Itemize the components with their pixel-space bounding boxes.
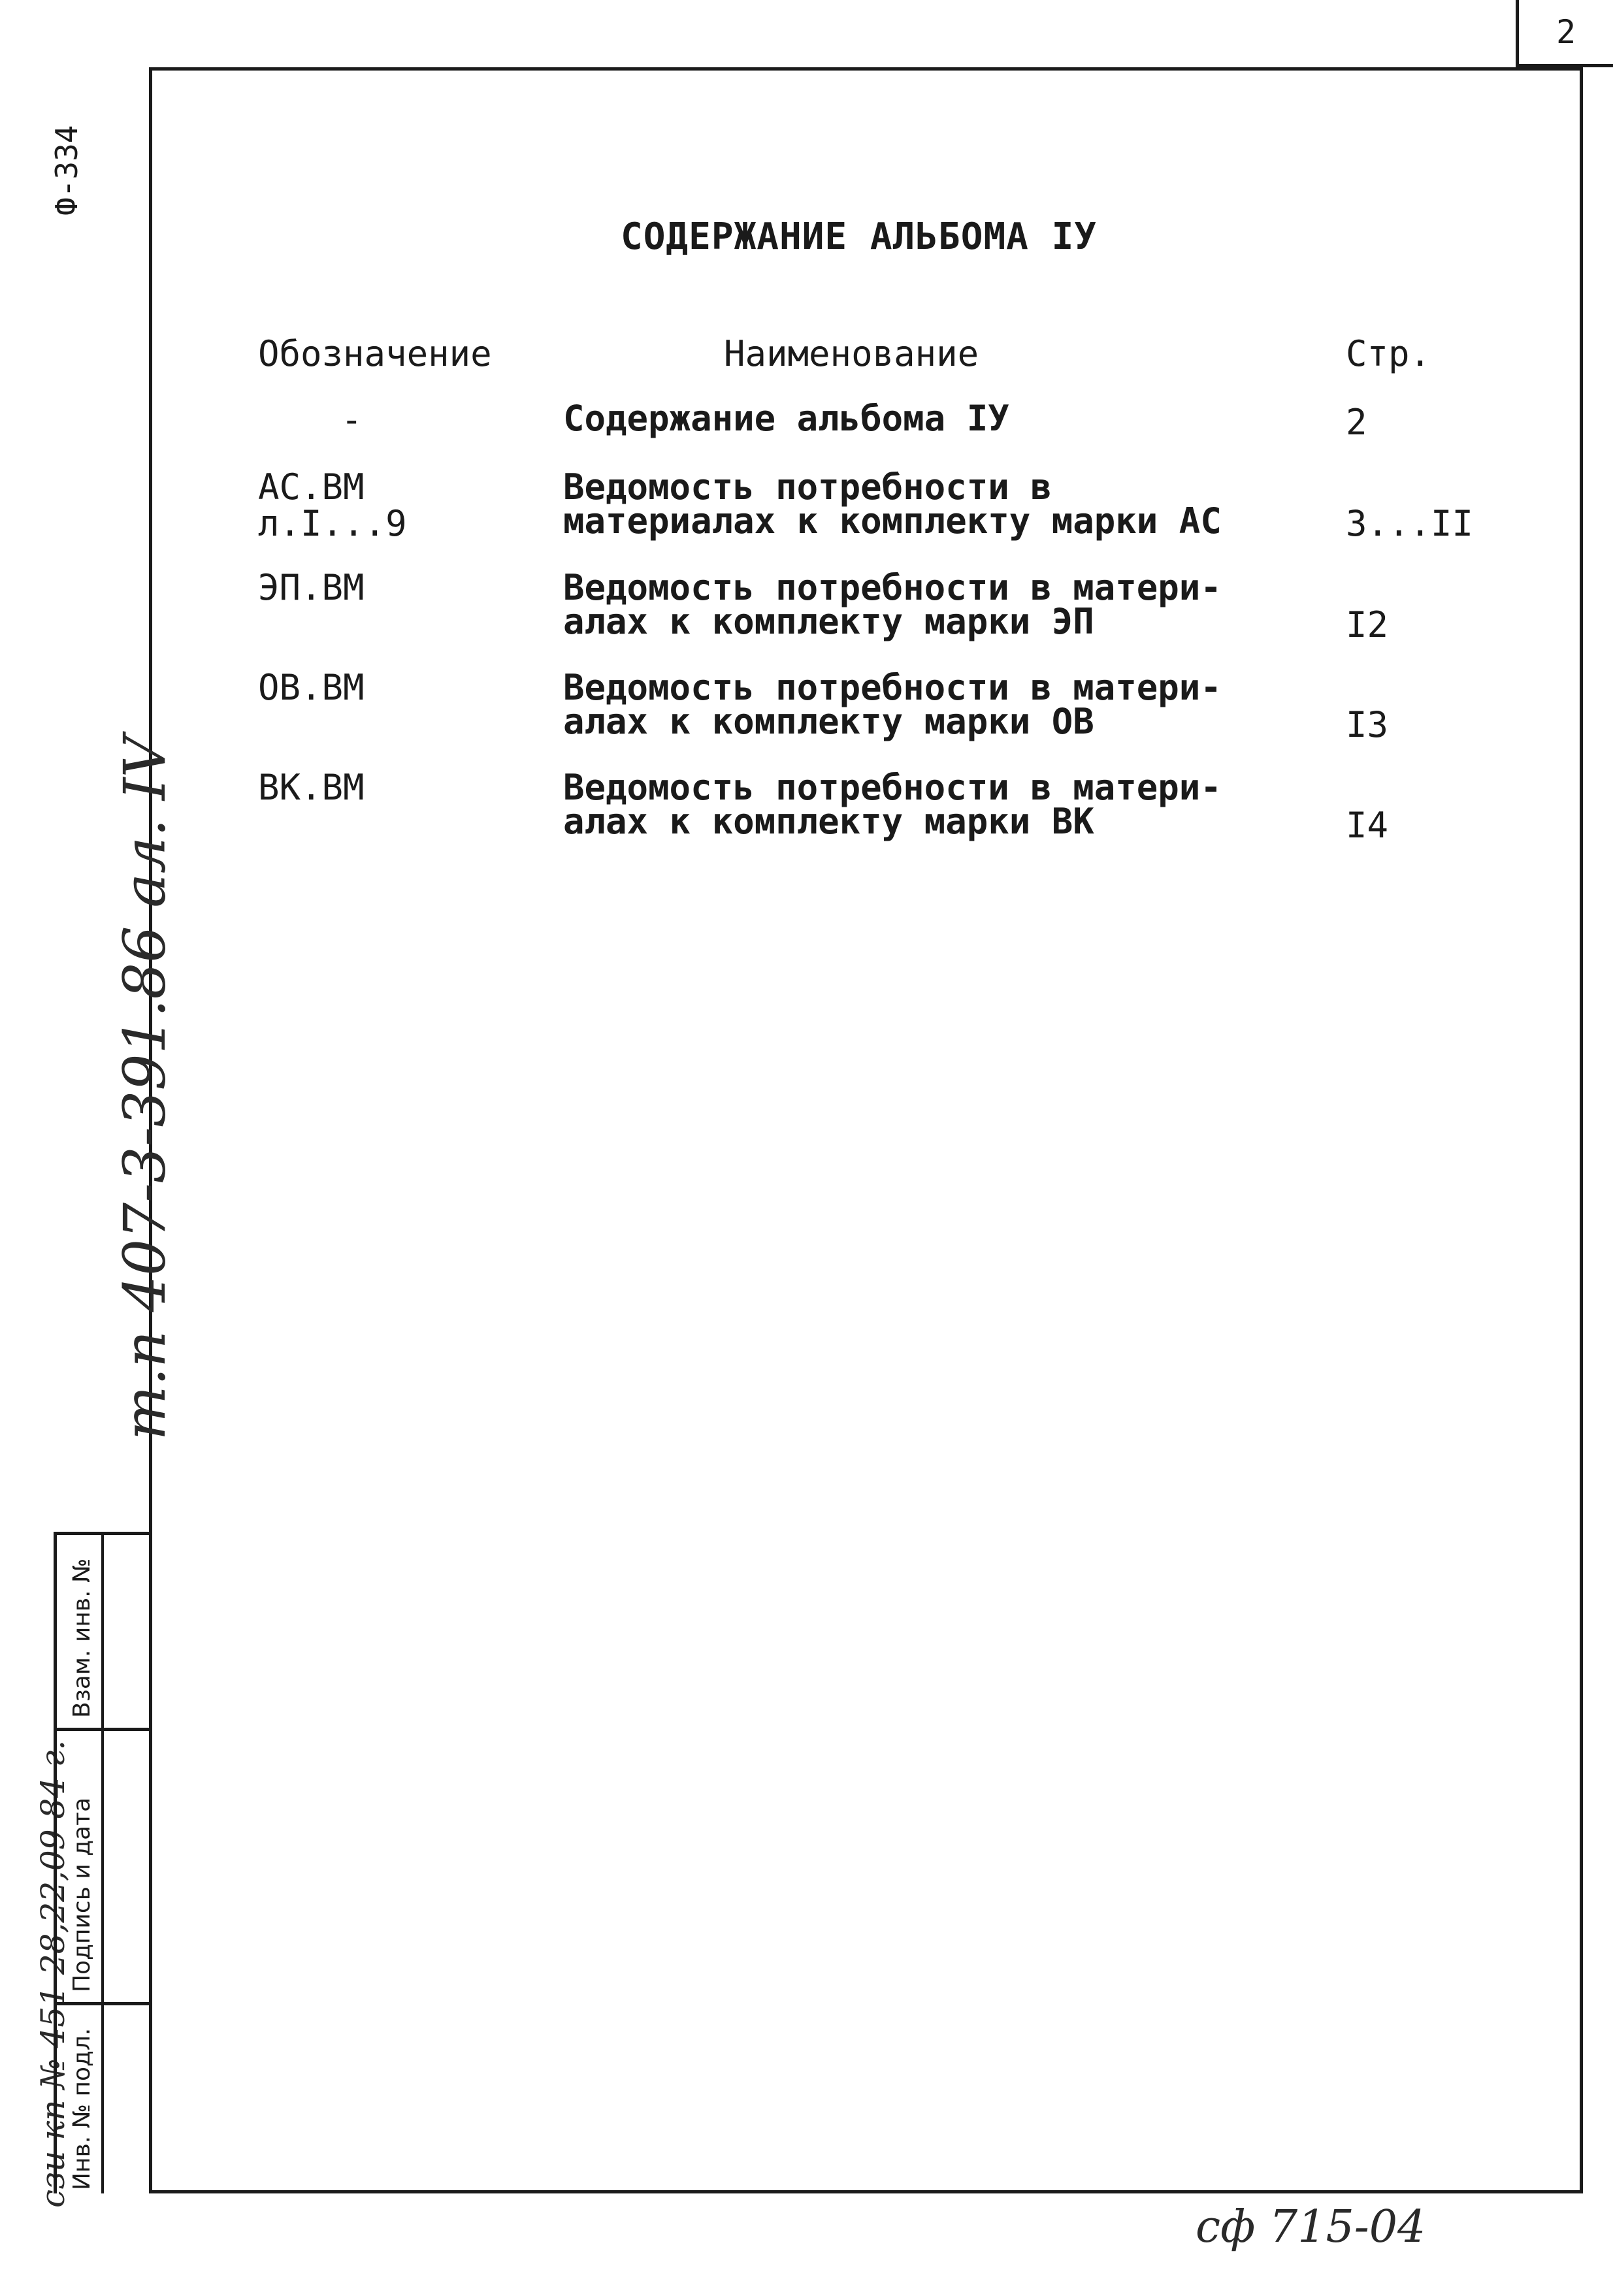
- sheet-number: 2: [1556, 13, 1576, 51]
- row-name: Ведомость потребности в матери- алах к комплекту марки ЭП: [563, 567, 1222, 642]
- handwritten-bottom-code: сф 715-04: [1196, 2201, 1426, 2253]
- header-designation: Обозначение: [258, 333, 492, 374]
- row-code: -: [341, 399, 363, 440]
- stamp-divider: [57, 1728, 149, 1731]
- stamp-vertical-divider: [101, 1535, 104, 2193]
- row-name: Ведомость потребности в матери- алах к комплекту марки ВК: [563, 767, 1222, 842]
- header-page: Стр.: [1346, 333, 1431, 374]
- stamp-label-replace-inv: Взам. инв. №: [69, 1558, 95, 1718]
- sheet-number-box: [1516, 0, 1613, 67]
- handwritten-inventory-note: сзи кп № 451-28,22,09 84 г.: [34, 1739, 72, 2208]
- row-code: ЭП.ВМ: [258, 567, 365, 608]
- row-page: I2: [1346, 604, 1389, 645]
- side-stamp: [54, 1532, 149, 2193]
- stamp-label-sign-date: Подпись и дата: [69, 1797, 95, 1992]
- row-name: Ведомость потребности в материалах к комплекту марки АС: [563, 466, 1222, 542]
- stamp-label-inv-orig: Инв. № подл.: [69, 2028, 95, 2190]
- row-name: Ведомость потребности в матери- алах к комплекту марки ОВ: [563, 667, 1222, 742]
- row-code: АС.ВМ л.I...9: [258, 466, 407, 544]
- header-name: Наименование: [724, 333, 979, 374]
- stamp-divider: [57, 2002, 149, 2005]
- row-page: I4: [1346, 805, 1389, 846]
- handwritten-series-number: т.п 407-3-391.86 ал. IV: [111, 736, 178, 1440]
- page-title: СОДЕРЖАНИЕ АЛЬБОМА IУ: [621, 216, 1098, 258]
- side-code: Ф-334: [49, 125, 84, 216]
- row-page: 3...II: [1346, 503, 1474, 544]
- row-code: ВК.ВМ: [258, 767, 365, 808]
- row-name: Содержание альбома IУ: [563, 398, 1009, 439]
- document-frame: [149, 67, 1583, 2193]
- row-page: 2: [1346, 402, 1367, 443]
- row-page: I3: [1346, 704, 1389, 745]
- row-code: ОВ.ВМ: [258, 667, 365, 708]
